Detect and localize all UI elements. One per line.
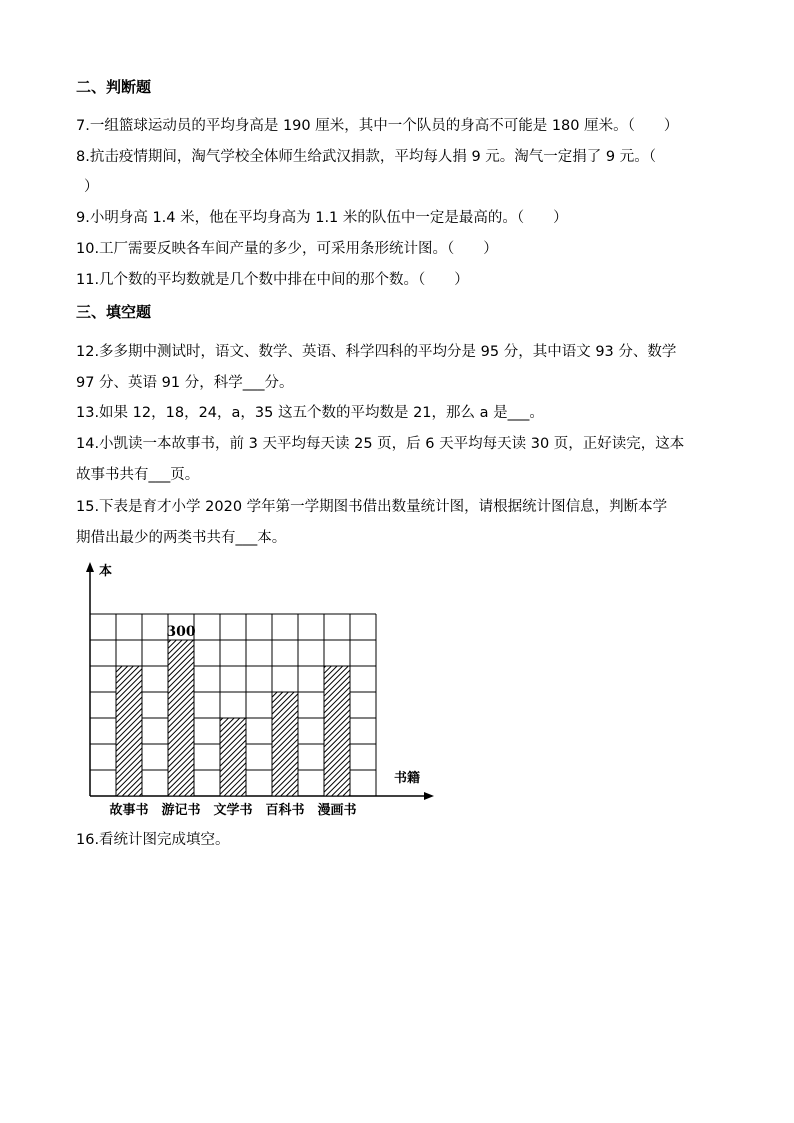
question-9: 9.小明身高 1.4 米，他在平均身高为 1.1 米的队伍中一定是最高的。（ ） [76, 210, 568, 226]
x-tick-label: 漫画书 [317, 803, 357, 818]
y-axis-arrow [86, 562, 94, 572]
question-10: 10.工厂需要反映各车间产量的多少，可采用条形统计图。（ ） [76, 241, 498, 257]
question-16: 16.看统计图完成填空。 [76, 832, 230, 848]
question-14-line-2: 故事书共有___页。 [76, 467, 200, 483]
x-tick-label: 文学书 [213, 803, 253, 818]
question-8-line-1: 8.抗击疫情期间，淘气学校全体师生给武汉捐款，平均每人捐 9 元。淘气一定捐了 9 元。（ [76, 149, 656, 165]
bar-故事书 [116, 666, 142, 796]
question-7: 7.一组篮球运动员的平均身高是 190 厘米，其中一个队员的身高不可能是 180 厘米。（ ） [76, 118, 679, 134]
x-tick-label: 百科书 [265, 803, 305, 818]
x-tick-label: 故事书 [109, 803, 149, 818]
bar-value-label: 300 [166, 624, 196, 640]
y-axis-label: 本 [99, 564, 113, 579]
question-8-line-2: ） [84, 179, 99, 195]
question-13: 13.如果 12，18，24，a，35 这五个数的平均数是 21，那么 a 是___。 [76, 405, 544, 421]
x-tick-label: 游记书 [161, 803, 201, 818]
question-12-line-1: 12.多多期中测试时，语文、数学、英语、科学四科的平均分是 95 分，其中语文 93 分、数学 [76, 344, 677, 360]
book-loan-bar-chart [86, 560, 436, 820]
question-15-line-1: 15.下表是育才小学 2020 学年第一学期图书借出数量统计图，请根据统计图信息，判断本学 [76, 499, 668, 515]
question-11: 11.几个数的平均数就是几个数中排在中间的那个数。（ ） [76, 272, 469, 288]
bar-百科书 [272, 692, 298, 796]
question-15-line-2: 期借出最少的两类书共有___本。 [76, 530, 287, 546]
bar-游记书 [168, 640, 194, 796]
section-3-title: 三、填空题 [76, 303, 152, 321]
x-axis-arrow [424, 792, 434, 800]
x-axis-label: 书籍 [394, 771, 421, 786]
bar-文学书 [220, 718, 246, 796]
question-12-line-2: 97 分、英语 91 分，科学___分。 [76, 375, 294, 391]
section-2-title: 二、判断题 [76, 78, 152, 96]
bar-漫画书 [324, 666, 350, 796]
question-14-line-1: 14.小凯读一本故事书，前 3 天平均每天读 25 页，后 6 天平均每天读 30 页，正好读完，这本 [76, 436, 685, 452]
